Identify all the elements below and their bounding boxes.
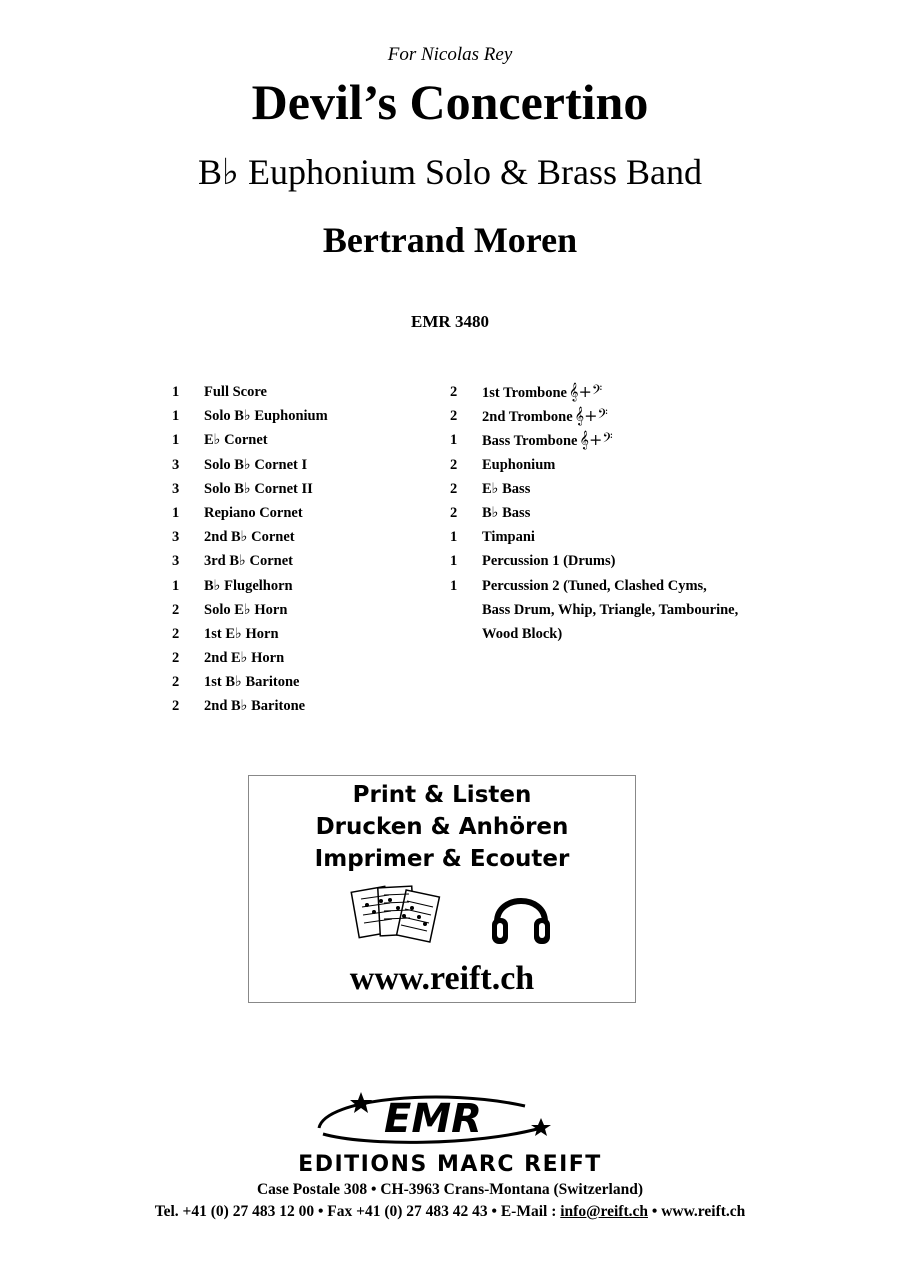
part-name-text: Solo B♭ Cornet I: [204, 456, 308, 473]
part-name-text: 2nd B♭ Baritone: [204, 698, 306, 715]
part-row: [172, 453, 432, 477]
part-name: [204, 622, 279, 646]
part-name-text: B♭ Flugelhorn: [204, 577, 293, 594]
separator: •: [491, 1203, 497, 1220]
part-name-text: E♭ Cornet: [204, 432, 268, 449]
part-row: [172, 694, 432, 718]
part-quantity: 3: [172, 553, 180, 570]
part-name: [204, 404, 328, 428]
promo-line-2: Drucken & Anhören: [315, 814, 569, 840]
part-quantity: 2: [172, 650, 180, 667]
part-name-text: B♭ Bass: [482, 504, 531, 521]
part-row: [450, 428, 870, 452]
sheet-music-icon: [349, 879, 445, 951]
part-name-text: Full Score: [204, 384, 267, 400]
part-row-continuation: [450, 622, 870, 646]
part-name-text: 2nd B♭ Cornet: [204, 529, 295, 546]
part-row: [172, 646, 432, 670]
emr-logo: [305, 1088, 565, 1148]
part-quantity: 1: [172, 432, 180, 449]
print-listen-box: [248, 775, 636, 1003]
part-quantity: 1: [172, 504, 180, 521]
part-name-text: 1st Trombone: [482, 385, 567, 401]
catalog-number: EMR 3480: [411, 312, 489, 331]
part-quantity: 1: [450, 432, 458, 449]
clef-icon: 𝄞+𝄢: [579, 430, 613, 450]
parts-list-left: [172, 380, 432, 719]
part-name-text: Bass Trombone: [482, 433, 578, 450]
promo-line-1: Print & Listen: [352, 782, 532, 808]
clef-icon: 𝄞+𝄢: [569, 382, 603, 401]
part-name-text: 3rd B♭ Cornet: [204, 553, 293, 570]
part-quantity: 2: [450, 480, 458, 497]
part-row: [172, 477, 432, 501]
part-name: [482, 574, 707, 598]
part-name: [482, 477, 530, 501]
part-name-text: Timpani: [482, 529, 535, 546]
separator: •: [651, 1203, 658, 1220]
part-quantity: 2: [450, 504, 458, 521]
emr-logo-text: EMR: [384, 1096, 482, 1142]
part-quantity: 2: [450, 384, 458, 400]
part-name-text: 1st B♭ Baritone: [204, 674, 300, 691]
part-name: [204, 670, 299, 694]
part-quantity: 1: [450, 577, 458, 594]
part-name-text: Solo B♭ Euphonium: [204, 408, 328, 425]
promo-line-3: Imprimer & Ecouter: [314, 846, 570, 872]
part-row: [450, 549, 870, 573]
part-quantity: 2: [450, 408, 458, 425]
subtitle: B♭ Euphonium Solo & Brass Band: [198, 152, 702, 192]
part-name-text: Euphonium: [482, 456, 556, 473]
publisher-contact: [0, 1203, 900, 1221]
clef-icon: 𝄞+𝄢: [574, 406, 608, 426]
part-name: [204, 380, 267, 404]
part-name-text: 2nd E♭ Horn: [204, 650, 285, 667]
part-row: [450, 501, 870, 525]
part-name: [204, 694, 305, 718]
part-quantity: 2: [172, 625, 180, 642]
composer: Bertrand Moren: [322, 220, 578, 260]
part-name-continuation: Wood Block): [482, 625, 563, 642]
part-row-continuation: [450, 598, 870, 622]
part-name: [482, 453, 555, 477]
part-quantity: 2: [172, 601, 180, 618]
promo-website[interactable]: www.reift.ch: [349, 960, 535, 997]
part-name-text: Repiano Cornet: [204, 504, 303, 521]
part-quantity: 1: [172, 577, 180, 594]
part-name-text: E♭ Bass: [482, 480, 531, 497]
part-row: [450, 453, 870, 477]
part-row: [172, 574, 432, 598]
part-row: [172, 549, 432, 573]
dedication: For Nicolas Rey: [387, 44, 513, 65]
page-title: Devil’s Concertino: [251, 74, 649, 130]
part-name: [482, 380, 602, 405]
part-row: [172, 501, 432, 525]
part-quantity: 1: [172, 384, 180, 400]
part-name: [482, 428, 613, 453]
part-name: [482, 549, 615, 573]
part-row: [450, 404, 870, 428]
part-name-text: Percussion 1 (Drums): [482, 553, 616, 570]
part-name: [204, 428, 268, 452]
website-link[interactable]: www.reift.ch: [661, 1203, 746, 1220]
part-name-text: 2nd Trombone: [482, 409, 573, 426]
email-link[interactable]: info@reift.ch: [560, 1203, 648, 1220]
part-name: [204, 477, 313, 501]
part-name: [482, 404, 608, 429]
part-name: [204, 598, 287, 622]
part-name-text: Percussion 2 (Tuned, Clashed Cyms,: [482, 577, 707, 594]
part-row: [172, 404, 432, 428]
part-row: [450, 380, 870, 404]
part-row: [172, 525, 432, 549]
publisher-fax: Fax +41 (0) 27 483 42 43: [327, 1203, 488, 1220]
part-row: [172, 380, 432, 404]
part-name-text: Solo E♭ Horn: [204, 601, 288, 618]
part-name-text: Solo B♭ Cornet II: [204, 480, 313, 497]
part-name: [204, 549, 293, 573]
part-quantity: 1: [450, 553, 458, 570]
part-row: [450, 477, 870, 501]
headphones-icon: [487, 882, 555, 950]
part-row: [172, 428, 432, 452]
part-name: [482, 501, 530, 525]
part-name: [204, 574, 293, 598]
publisher-tel: Tel. +41 (0) 27 483 12 00: [154, 1203, 315, 1220]
part-name-continuation: Bass Drum, Whip, Triangle, Tambourine,: [482, 601, 739, 618]
part-name: [204, 525, 295, 549]
part-quantity: 3: [172, 480, 180, 497]
part-quantity: 2: [450, 456, 458, 473]
parts-list-right: [450, 380, 870, 646]
part-quantity: 1: [450, 529, 458, 546]
part-name: [482, 525, 535, 549]
part-name-text: 1st E♭ Horn: [204, 625, 279, 642]
separator: •: [317, 1203, 324, 1220]
email-label: E-Mail :: [500, 1203, 557, 1220]
part-row: [450, 525, 870, 549]
part-quantity: 3: [172, 529, 180, 546]
part-row: [450, 574, 870, 598]
part-name: [204, 646, 284, 670]
part-row: [172, 598, 432, 622]
publisher-name: EDITIONS MARC REIFT: [298, 1152, 602, 1177]
part-name: [204, 453, 307, 477]
part-row: [172, 670, 432, 694]
part-quantity: 2: [172, 698, 180, 715]
part-quantity: 2: [172, 674, 180, 691]
part-quantity: 3: [172, 456, 180, 473]
part-row: [172, 622, 432, 646]
part-name: [204, 501, 303, 525]
part-quantity: 1: [172, 408, 180, 425]
publisher-address: Case Postale 308 • CH-3963 Crans-Montana (Switzerland): [256, 1181, 643, 1198]
